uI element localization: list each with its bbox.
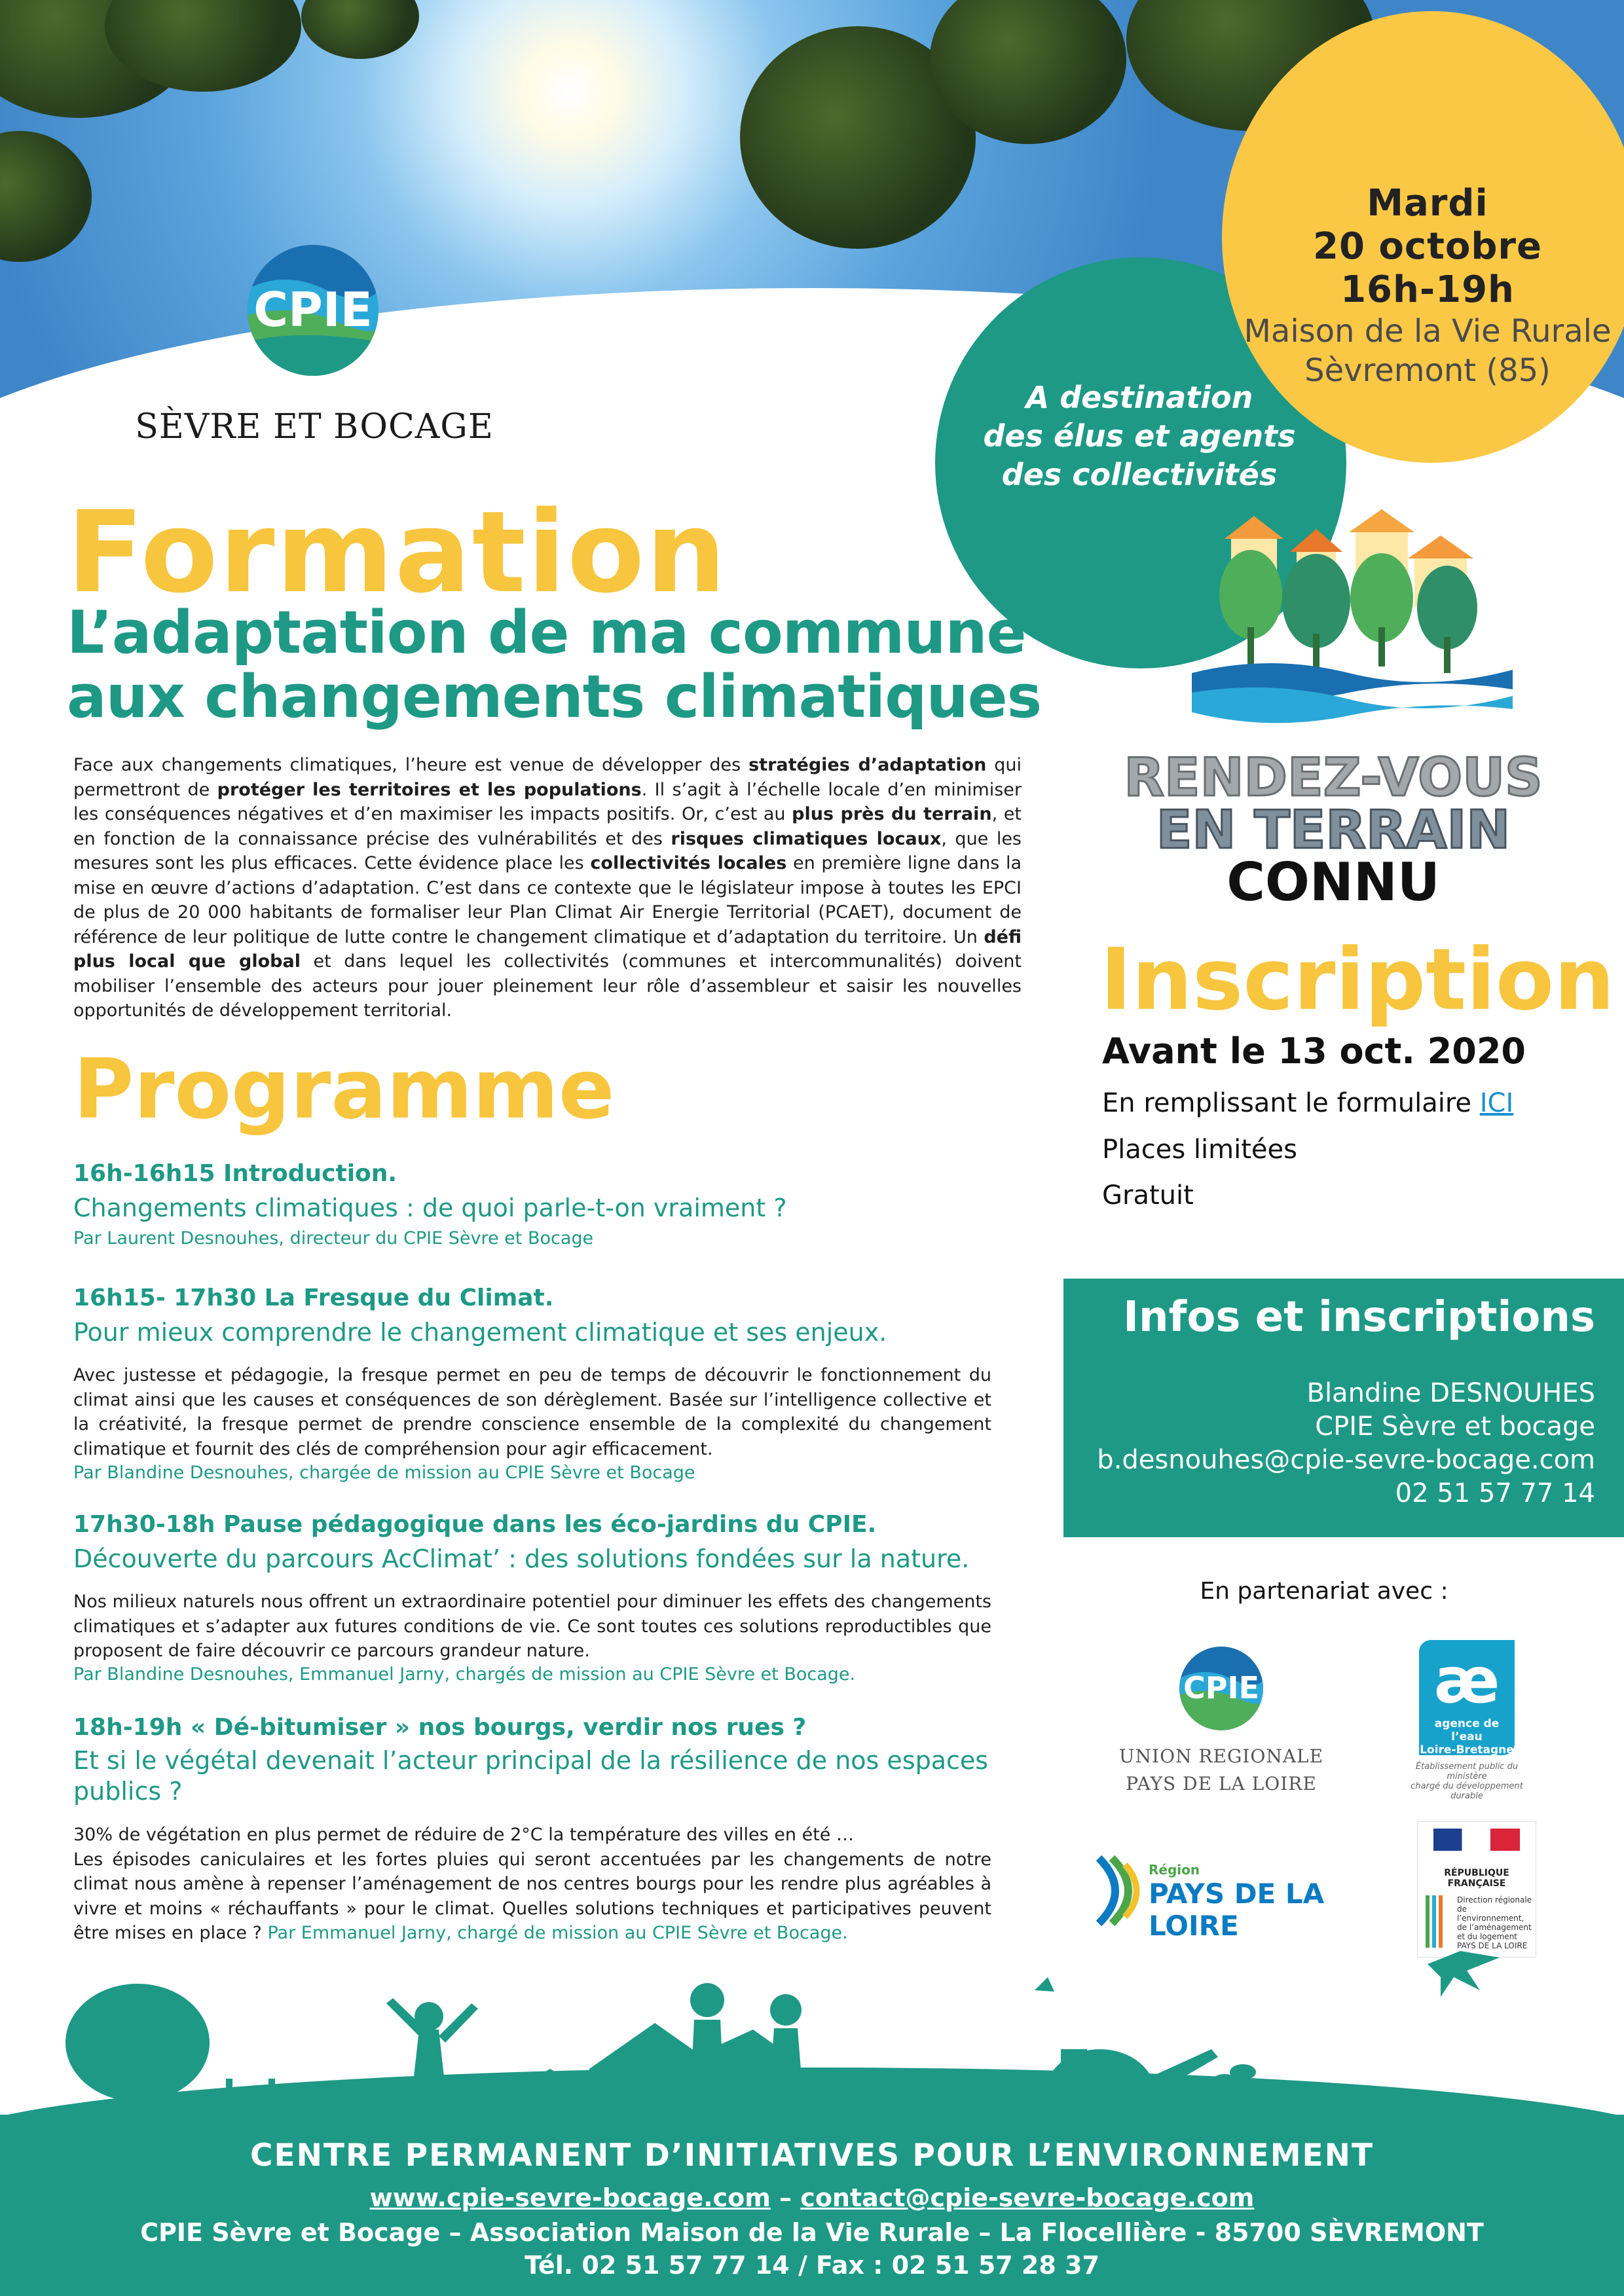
programme-item-author: Par Blandine Desnouhes, Emmanuel Jarny, chargés de mission au CPIE Sèvre et Bocage. xyxy=(73,1664,856,1685)
rendez-vous-logo xyxy=(1124,747,1543,913)
intro-highlight: défi plus local que global xyxy=(73,926,1022,972)
programme-item-subtitle: Changements climatiques : de quoi parle-t-on vraiment ? xyxy=(73,1194,787,1222)
subtitle-line: L’adaptation de ma commune xyxy=(67,598,1026,667)
programme-body-line: 30% de végétation en plus permet de réduire de 2°C la température des villes en été … xyxy=(73,1825,854,1845)
event-date: 20 octobre xyxy=(1312,225,1543,268)
org-name: SÈVRE ET BOCAGE xyxy=(135,407,494,446)
partner-logo-agence-eau xyxy=(1395,1640,1539,1801)
audience-line: A destination xyxy=(1025,380,1253,415)
intro-highlight: plus près du terrain xyxy=(792,804,992,824)
dreal-line: de l’environnement, xyxy=(1457,1904,1524,1923)
inscription-deadline: Avant le 13 oct. 2020 xyxy=(1102,1030,1526,1072)
event-day: Mardi xyxy=(1367,182,1488,225)
event-time: 16h-19h xyxy=(1340,268,1515,311)
footer-website-link[interactable]: www.cpie-sevre-bocage.com xyxy=(369,2183,771,2212)
agence-eau-mark xyxy=(1419,1640,1515,1755)
partner-logo-region xyxy=(1092,1851,1367,1942)
dreal-line: Direction régionale xyxy=(1457,1895,1532,1904)
contact-org: CPIE Sèvre et bocage xyxy=(1315,1412,1595,1442)
page-subtitle xyxy=(67,598,1075,731)
agence-eau-caption-line: Établissement public du ministère xyxy=(1415,1762,1519,1781)
cpie-logo xyxy=(246,244,380,377)
form-link[interactable]: ICI xyxy=(1479,1088,1514,1118)
intro-text: et dans lequel les collectivités (communes et intercommunalités) doivent mobiliser l’ensemble des acteurs pour jouer pleinement leur rôle d’assembleur et saisir les nouvelles opportunités de développement territorial. xyxy=(73,951,1022,1021)
programme-body-text: Les épisodes caniculaires et les fortes pluies qui seront accentuées par les changements de notre climat nous amène à repenser l’aménagement de nos centres bourgs pour les rendre plus agréables à vivre et moins « réchauffants » pour le climat. Quelles solutions techniques et participatives peuvent être mises en place ? xyxy=(73,1849,991,1943)
agence-eau-name-line: Loire-Bretagne xyxy=(1420,1743,1514,1757)
contact-email[interactable]: b.desnouhes@cpie-sevre-bocage.com xyxy=(1097,1445,1595,1475)
inscription-price: Gratuit xyxy=(1102,1180,1194,1211)
agence-eau-caption-line: chargé du développement durable xyxy=(1411,1781,1523,1801)
dreal-line: de l’aménagement xyxy=(1457,1923,1532,1932)
rdv-line: EN TERRAIN xyxy=(1156,799,1511,860)
partner-logo-prefet xyxy=(1417,1821,1536,1958)
programme-item-time: 16h15- 17h30 La Fresque du Climat. xyxy=(73,1285,554,1311)
programme-item-time: 17h30-18h Pause pédagogique dans les éco-jardins du CPIE. xyxy=(73,1511,877,1538)
footer-phone: Tél. 02 51 57 77 14 / Fax : 02 51 57 28 37 xyxy=(525,2251,1099,2280)
footer-title: CENTRE PERMANENT D’INITIATIVES POUR L’ENVIRONNEMENT xyxy=(249,2138,1375,2174)
republique-label: RÉPUBLIQUE FRANÇAISE xyxy=(1444,1868,1509,1889)
audience-text xyxy=(956,378,1323,494)
intro-text: , que les mesures sont les plus efficaces. Cette évidence place les xyxy=(73,828,1022,873)
subtitle-line: aux changements climatiques xyxy=(67,663,1042,731)
intro-text: . Il s’agit à l’échelle locale d’en minimiser les conséquences négatives et d’en maximiser les impacts positifs. Or, c’est au xyxy=(73,779,1022,824)
programme-item-time: 18h-19h « Dé-bitumiser » nos bourgs, verdir nos rues ? xyxy=(73,1714,807,1741)
rdv-line: CONNU xyxy=(1227,852,1440,913)
programme-item-author: Par Emmanuel Jarny, chargé de mission au CPIE Sèvre et Bocage. xyxy=(267,1923,848,1943)
intro-text: , et en fonction de la connaissance précise des vulnérabilités et des xyxy=(73,804,1022,849)
programme-item-subtitle: Découverte du parcours AcClimat’ : des solutions fondées sur la nature. xyxy=(73,1544,970,1573)
inscription-form-line xyxy=(1102,1088,1513,1118)
contact-lines xyxy=(1097,1377,1595,1510)
intro-highlight: protéger les territoires et les populations xyxy=(217,779,642,800)
programme-item-subtitle: Pour mieux comprendre le changement climatique et ses enjeux. xyxy=(73,1318,887,1347)
programme-item-body: Nos milieux naturels nous offrent un extraordinaire potentiel pour diminuer les effets des changements climatiques et s’adapter aux futures conditions de vie. Ce sont toutes ces solutions reproductibles que proposent de faire découvrir ce parcours grandeur nature. xyxy=(73,1592,991,1661)
intro-highlight: stratégies d’adaptation xyxy=(748,755,987,775)
region-name: PAYS DE LA LOIRE xyxy=(1149,1878,1325,1942)
cpie-union-line: UNION REGIONALE xyxy=(1118,1745,1324,1767)
contact-heading: Infos et inscriptions xyxy=(1123,1293,1595,1341)
intro-text: qui permettront de xyxy=(73,755,1022,800)
programme-item-subtitle: Et si le végétal devenait l’acteur principal de la résilience de nos espaces publics ? xyxy=(73,1746,989,1806)
footer-links-separator: – xyxy=(770,2183,801,2212)
footer-address: CPIE Sèvre et Bocage – Association Maison de la Vie Rurale – La Flocellière - 85700 SÈVREMONT xyxy=(140,2218,1484,2247)
programme-item-body xyxy=(73,1823,991,1946)
partner-logo-cpie-union xyxy=(1107,1646,1336,1798)
agence-eau-symbol: æ xyxy=(1433,1644,1500,1717)
page-title: Formation xyxy=(67,486,728,618)
village-trees-illustration xyxy=(1192,509,1513,738)
event-place: Maison de la Vie Rurale xyxy=(1244,313,1612,350)
contact-box xyxy=(1063,1279,1624,1537)
programme-item-time: 16h-16h15 Introduction. xyxy=(73,1160,397,1187)
footer-email-link[interactable]: contact@cpie-sevre-bocage.com xyxy=(800,2183,1255,2212)
cpie-union-logo-mark xyxy=(1179,1646,1264,1731)
contact-name: Blandine DESNOUHES xyxy=(1306,1378,1595,1408)
intro-text: Face aux changements climatiques, l’heure est venue de développer des xyxy=(73,755,749,775)
intro-text: en première ligne dans la mise en œuvre d’actions d’adaptation. C’est dans ce contexte que le législateur impose à toutes les EPCI de plus de 20 000 habitants de formaliser leur Plan Climat Air Energie Territorial (PCAET), document de référence de leur politique de lutte contre le changement climatique et d’adaptation du territoire. Un xyxy=(73,853,1022,947)
logo-text: CPIE xyxy=(253,282,373,337)
programme-item-author: Par Laurent Desnouhes, directeur du CPIE Sèvre et Bocage xyxy=(73,1228,594,1248)
cpie-union-logo-text: CPIE xyxy=(1183,1670,1260,1705)
programme-body-paragraph xyxy=(73,1848,991,1946)
dreal-line: et du logement xyxy=(1457,1932,1517,1941)
region-swoosh-icon xyxy=(1092,1851,1145,1930)
event-town: Sèvremont (85) xyxy=(1304,352,1551,389)
inscription-title: Inscription xyxy=(1100,930,1615,1029)
audience-line: des élus et agents xyxy=(983,418,1296,454)
footer-links xyxy=(0,2183,1624,2212)
region-small-label: Région xyxy=(1149,1862,1200,1878)
agence-eau-name xyxy=(1419,1717,1515,1757)
partners-title: En partenariat avec : xyxy=(1200,1578,1449,1605)
cpie-union-line: PAYS DE LA LOIRE xyxy=(1126,1773,1317,1795)
audience-line: des collectivités xyxy=(1001,457,1278,492)
cpie-union-label xyxy=(1107,1743,1336,1798)
intro-highlight: collectivités locales xyxy=(590,853,787,873)
dreal-line: PAYS DE LA LOIRE xyxy=(1457,1941,1528,1950)
family-landscape-silhouettes xyxy=(0,1938,1624,2167)
intro-highlight: risques climatiques locaux xyxy=(671,828,942,849)
agence-eau-name-line: agence de l’eau xyxy=(1434,1717,1500,1743)
contact-phone: 02 51 57 77 14 xyxy=(1395,1478,1595,1508)
programme-item-body: Avec justesse et pédagogie, la fresque permet en peu de temps de découvrir le fonctionnement du climat ainsi que les causes et conséquences de son dérèglement. Basée sur l’intelligence collective et la créativité, la fresque permet de prendre conscience ensemble de la complexité du changement climatique et fournit des clés de compréhension pour agir efficacement. xyxy=(73,1365,991,1459)
tricolor-flag-icon xyxy=(1433,1829,1520,1851)
intro-paragraph xyxy=(73,753,1022,1023)
inscription-places: Places limitées xyxy=(1102,1135,1297,1165)
programme-title: Programme xyxy=(73,1041,615,1137)
rdv-line: RENDEZ-VOUS xyxy=(1124,747,1543,808)
programme-item-author: Par Blandine Desnouhes, chargée de mission au CPIE Sèvre et Bocage xyxy=(73,1463,695,1483)
agence-eau-caption xyxy=(1395,1762,1539,1801)
event-date-block xyxy=(1231,182,1624,390)
form-text: En remplissant le formulaire xyxy=(1102,1088,1480,1118)
